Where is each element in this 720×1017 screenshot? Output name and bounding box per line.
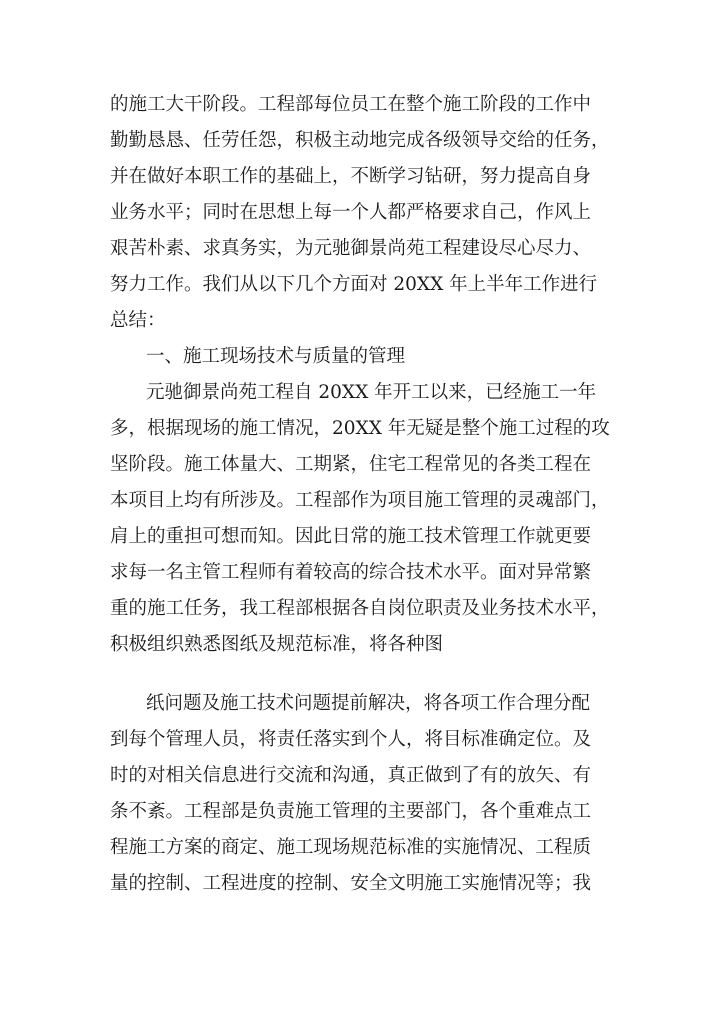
- text-line: 并在做好本职工作的基础上，不断学习钻研，努力提高自身: [110, 166, 592, 187]
- text-line: 程施工方案的商定、施工现场规范标准的实施情况、工程质: [110, 837, 592, 858]
- text-line: 总结：: [110, 310, 166, 331]
- text-line: 坚阶段。施工体量大、工期紧，住宅工程常见的各类工程在: [110, 454, 592, 475]
- text-line: 量的控制、工程进度的控制、安全文明施工实施情况等；我: [110, 873, 592, 894]
- text-line: 艰苦朴素、求真务实，为元驰御景尚苑工程建设尽心尽力、: [110, 238, 592, 259]
- text-line: 勤勤恳恳、任劳任怨，积极主动地完成各级领导交给的任务，: [110, 130, 610, 151]
- text-line: 纸问题及施工技术问题提前解决，将各项工作合理分配: [146, 693, 591, 714]
- text-line: 积极组织熟悉图纸及规范标准，将各种图: [110, 634, 444, 655]
- text-line: 时的对相关信息进行交流和沟通，真正做到了有的放矢、有: [110, 765, 592, 786]
- text-line: 重的施工任务，我工程部根据各自岗位职责及业务技术水平，: [110, 598, 610, 619]
- text-line: 条不紊。工程部是负责施工管理的主要部门，各个重难点工: [110, 801, 592, 822]
- text-line: 业务水平；同时在思想上每一个人都严格要求自己，作风上: [110, 202, 592, 223]
- text-line: 肩上的重担可想而知。因此日常的施工技术管理工作就更要: [110, 526, 592, 547]
- text-line: 求每一名主管工程师有着较高的综合技术水平。面对异常繁: [110, 562, 592, 583]
- text-line: 努力工作。我们从以下几个方面对 20XX 年上半年工作进行: [110, 274, 598, 295]
- text-line: 到每个管理人员，将责任落实到个人，将目标准确定位。及: [110, 729, 592, 750]
- text-line: 的施工大干阶段。工程部每位员工在整个施工阶段的工作中: [110, 94, 592, 115]
- text-line: 元驰御景尚苑工程自 20XX 年开工以来，已经施工一年: [146, 382, 597, 403]
- text-line: 本项目上均有所涉及。工程部作为项目施工管理的灵魂部门，: [110, 490, 610, 511]
- section-heading: 一、施工现场技术与质量的管理: [146, 346, 406, 367]
- text-line: 多，根据现场的施工情况，20XX 年无疑是整个施工过程的攻: [110, 418, 610, 439]
